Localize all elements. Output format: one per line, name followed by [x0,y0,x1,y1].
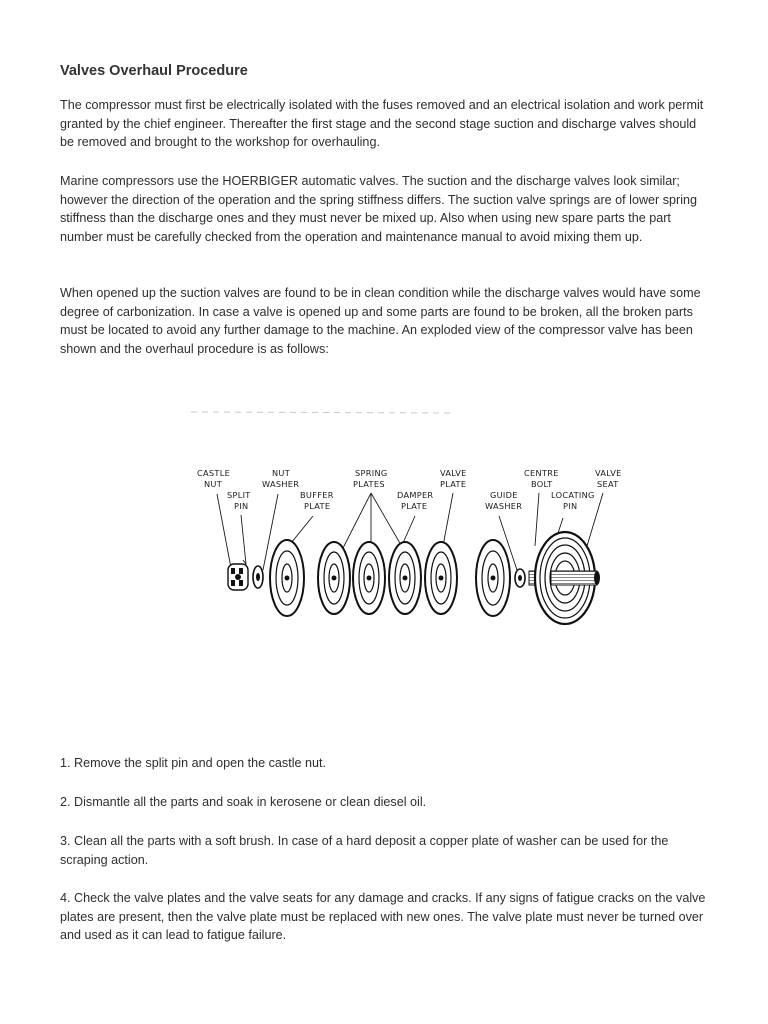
label-nut-washer [262,468,299,489]
svg-text:BOLT: BOLT [531,479,553,489]
svg-text:CASTLE: CASTLE [197,468,231,478]
svg-text:SEAT: SEAT [597,479,619,489]
label-damper-plate [397,490,433,511]
svg-text:PIN: PIN [563,501,578,511]
compressor-valve-exploded-view [183,408,625,664]
svg-text:WASHER: WASHER [485,501,523,511]
paragraph-hoerbiger-valves: Marine compressors use the HOERBIGER automatic valves. The suction and the discharge valves look similar; however the direction of the operation and the spring stiffness differs. The suction valve springs are of lower spring stiffness than the discharge ones and they must never be mixed up. Also when using new spare parts the part number must be carefully checked from the operation and maintenance manual to avoid mixing them up. [60,174,698,244]
label-castle-nut [197,468,230,489]
castle-nut-part [228,564,248,590]
nut-washer-part [253,566,263,588]
spring-plate-1-part [318,542,350,614]
svg-text:PLATES: PLATES [353,479,385,489]
buffer-plate-part [270,540,304,616]
guide-washer-part [515,569,525,587]
svg-text:PLATE: PLATE [440,479,467,489]
valve-plate-part [476,540,510,616]
svg-text:LOCATING: LOCATING [551,490,595,500]
spring-plate-2-part [353,542,385,614]
svg-text:CENTRE: CENTRE [524,468,559,478]
step-4: 4. Check the valve plates and the valve seats for any damage and cracks. If any signs of fatigue cracks on the valve plates are present, then the valve plate must be replaced with new ones. The valve plate must never be turned over and used as it can lead to fatigue failure. [60,891,706,943]
svg-text:PLATE: PLATE [304,501,331,511]
step-2: 2. Dismantle all the parts and soak in kerosene or clean diesel oil. [60,795,427,809]
svg-text:PIN: PIN [234,501,249,511]
label-locating-pin [551,490,595,511]
svg-text:GUIDE: GUIDE [490,490,518,500]
svg-text:NUT: NUT [272,468,291,478]
label-spring-plates [353,468,388,489]
svg-text:PLATE: PLATE [401,501,428,511]
valve-seat-part [535,532,600,624]
label-centre-bolt [524,468,559,489]
svg-text:SPLIT: SPLIT [227,490,251,500]
spring-plate-3-part [389,542,421,614]
step-1: 1. Remove the split pin and open the castle nut. [60,756,327,770]
label-valve-plate [440,468,467,489]
damper-plate-part [425,542,457,614]
label-split-pin [227,490,251,511]
label-guide-washer [485,490,522,511]
svg-text:BUFFER: BUFFER [300,490,334,500]
paragraph-isolation: The compressor must first be electrically isolated with the fuses removed and an electrical isolation and work permit granted by the chief engineer. Thereafter the first stage and the second stage suction and discharge valves should be removed and brought to the workshop for overhauling. [60,98,704,150]
svg-text:VALVE: VALVE [440,468,467,478]
label-buffer-plate [300,490,334,511]
svg-text:DAMPER: DAMPER [397,490,434,500]
step-3: 3. Clean all the parts with a soft brush. In case of a hard deposit a copper plate of washer can be used for the scraping action. [60,834,669,867]
paragraph-inspection: When opened up the suction valves are found to be in clean condition while the discharge valves would have some degree of carbonization. In case a valve is opened up and some parts are found to be broken, all the broken parts must be located to avoid any further damage to the machine. An exploded view of the compressor valve has been shown and the overhaul procedure is as follows: [60,286,701,356]
svg-text:NUT: NUT [204,479,223,489]
svg-text:VALVE: VALVE [595,468,622,478]
label-valve-seat [595,468,622,489]
page-title: Valves Overhaul Procedure [60,63,248,79]
svg-text:SPRING: SPRING [355,468,388,478]
svg-text:WASHER: WASHER [262,479,300,489]
valve-plates-stack [270,540,510,616]
